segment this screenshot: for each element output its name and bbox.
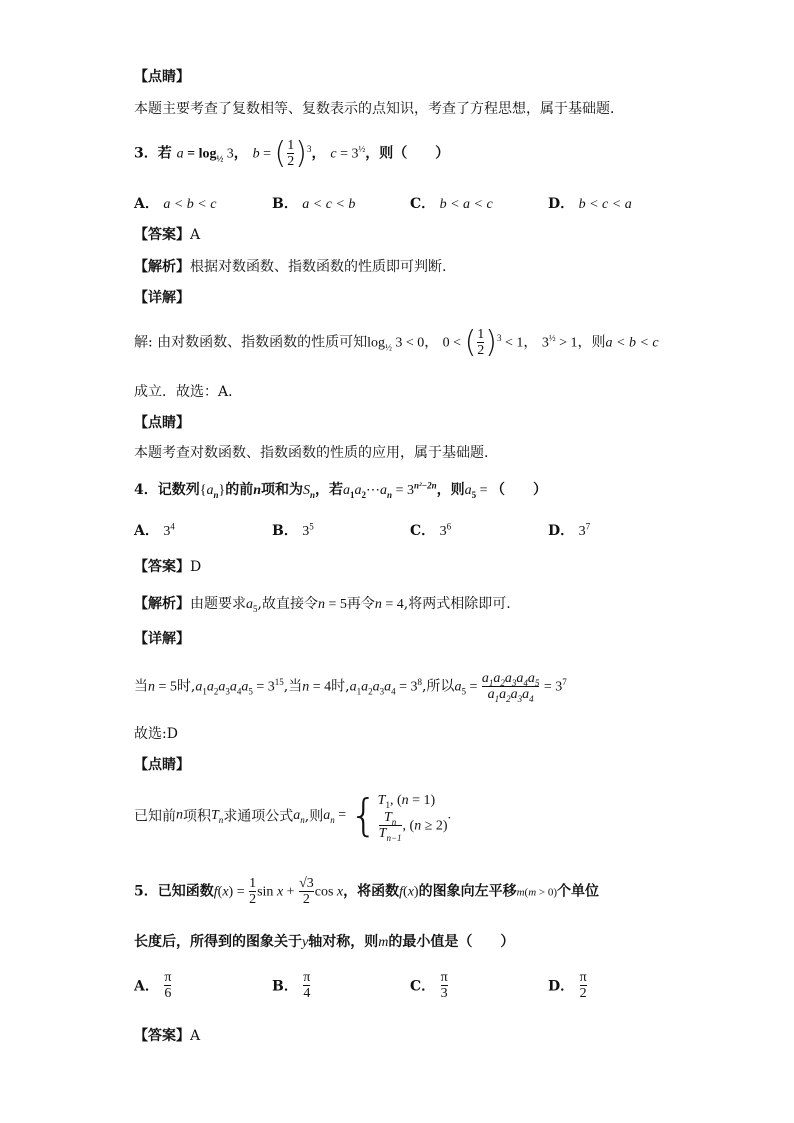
q4-final: 故选:D [134, 726, 178, 742]
q4-detail-heading: 【详解】 [134, 631, 190, 647]
q5-option-c[interactable]: C． $\frac{\pi}{3}$ [410, 970, 448, 1001]
q4-analysis: 【解析】由题要求$a_5$,故直接令n = 5再令n = 4,将两式相除即可. [134, 596, 511, 614]
q4-dianjing-formula: 已知前n项积$T_n$求通项公式$a_n$,则$a_n$ = { $T_1$, (n = 1) $\frac{T_n}{T_{n-1}}$ , (n ≥ 2) . [134, 790, 452, 843]
q4-dianjing-heading: 【点睛】 [134, 757, 190, 773]
q3-analysis: 【解析】根据对数函数、指数函数的性质即可判断. [134, 259, 447, 275]
question-3-stem: 3．若 $a = \log_{\frac{1}{2}} 3$， b = ( $\frac{1}{2}$ )$^3$， $c = 3^{\frac{1}{2}}$，则（ ） [134, 136, 450, 171]
q3-option-c[interactable]: C． b < a < c [410, 196, 493, 212]
q3-option-b[interactable]: B． a < c < b [272, 196, 356, 212]
question-4-stem: 4．记数列$\{a_n\}$的前n项和为$S_n$，若$a_1a_2\cdots a_n = 3^{n^2-2n}$，则$a_5$ = （ ） [134, 480, 548, 500]
q4-detail-line: 当n = 5时$,a_1a_2a_3a_4a_5 = 3^{15}$,当n = 4时$,a_1a_2a_3a_4 = 3^8$,所以$a_5$ = $\frac{a_1a_2a_3a_4a_5}{a_1a_2a_3a_4}$ = $3^7$ [134, 671, 567, 704]
question-5-line1: 5．已知函数f(x) = $\frac{1}{2}$ sin x + $\frac{√3}{2}$ cos x，将函数f(x)的图象向左平移m(m > 0)个单位 [134, 876, 600, 907]
q3-dianjing-heading: 【点睛】 [134, 415, 190, 431]
q3-option-a[interactable]: A． a < b < c [134, 196, 217, 212]
q5-answer: 【答案】A [134, 1028, 201, 1044]
q4-option-c[interactable]: C． $3^6$ [410, 521, 452, 539]
q4-answer: 【答案】D [134, 559, 202, 575]
q3-dianjing-text: 本题考查对数函数、指数函数的性质的应用，属于基础题. [134, 445, 489, 461]
q3-detail-line: 解: 由对数函数、指数函数的性质可知$\log_{\frac{1}{2}} 3 < 0$， 0 < ( $\frac{1}{2}$ )$^3$ < 1， $3^{\frac{1}{2}} > 1$，则a < b < c [134, 325, 659, 360]
dianjing-heading: 【点睛】 [134, 69, 190, 85]
q3-detail-heading: 【详解】 [134, 290, 190, 306]
q5-option-a[interactable]: A． $\frac{\pi}{6}$ [134, 970, 172, 1001]
q4-option-d[interactable]: D． $3^7$ [548, 521, 591, 539]
q3-answer: 【答案】A [134, 227, 201, 243]
question-5-line2: 长度后，所得到的图象关于y轴对称，则m的最小值是（ ） [134, 934, 515, 950]
q4-option-b[interactable]: B． $3^5$ [272, 521, 314, 539]
q4-option-a[interactable]: A． $3^4$ [134, 521, 175, 539]
q3-option-d[interactable]: D． b < c < a [548, 196, 632, 212]
q3-conclusion: 成立．故选：A． [134, 384, 243, 400]
intro-text: 本题主要考查了复数相等、复数表示的点知识，考查了方程思想，属于基础题． [134, 101, 624, 117]
q5-option-b[interactable]: B． $\frac{\pi}{4}$ [272, 970, 311, 1001]
q5-option-d[interactable]: D． $\frac{\pi}{2}$ [548, 970, 587, 1001]
